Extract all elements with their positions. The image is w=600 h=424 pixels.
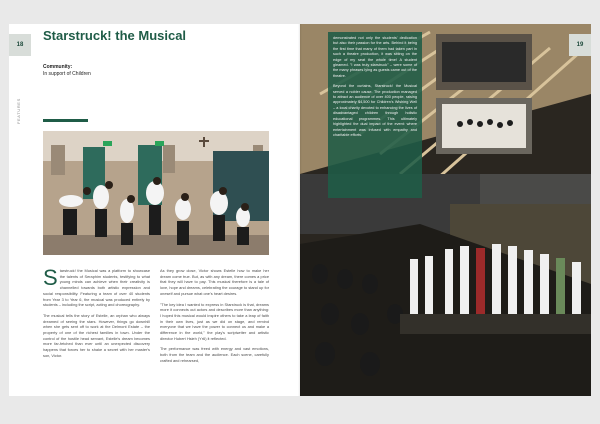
- body-paragraph-2: The musical tells the story of Estelle, an orphan who always dreamed of seeing the stars. However, things go downhill when she gets sent off to work at the Delmont Estate – the property of one of the richest families in town. Under the control of the hostile head servant, Estelle's dream becomes more far-fetched than ever until an unexpected discovery happens that forces her to shake a secret with her master's son, Victor.: [43, 312, 150, 358]
- drop-cap: S: [43, 265, 58, 290]
- category-label: Community:: [43, 64, 73, 70]
- article-title: Starstruck! the Musical: [43, 28, 187, 43]
- page-number-right: 19: [569, 34, 591, 56]
- body-column-2: [160, 268, 269, 369]
- page-number-left: 18: [9, 34, 31, 56]
- left-page: [9, 24, 300, 396]
- accent-rule: [43, 119, 88, 122]
- book-gutter: [298, 24, 302, 396]
- dance-rehearsal-photo: [43, 131, 269, 255]
- overlay-paragraph-1: demonstrated not only the students' dedication but also their passion for the arts. Behind it being the first time that many of them had taken part in such a theatre production, it was sitting on the edge of my seat the whole time! A student gleamed. "I was truly starstruck" – were some of the many phrases lying as guests came out of the theatre.: [333, 36, 417, 78]
- category-sublabel: In support of Children: [43, 71, 91, 77]
- overlay-paragraph-2: Beyond the curtains, Starstruck! the Musical served a nobler cause. The production managed to attract an audience of over 400 people, raising approximately $4,500 for Children's Wishing Well – a local charity devoted to enhancing the lives of disadvantaged children through holistic educational programmes. This ultimately highlighted the dual impact of the event: where entertainment was infused with empathy and charitable efforts.: [333, 84, 417, 137]
- side-section-label: FEATURES: [16, 98, 21, 124]
- body-paragraph-5: The performance was freed with energy and vast emotions, both from the team and the audience. Each scene, carefully crafted and rehearsed,: [160, 346, 269, 363]
- body-column-1: [43, 265, 150, 364]
- body-paragraph-3: As they grow close, Victor shows Estelle how to make her dream come true. But, as with any dream, there comes a price that they will have to pay. This musical therefore is a tale of love, hope and dreams, celebrating the courage to stand up for oneself and pursue what one's heart desires.: [160, 268, 269, 296]
- magazine-spread: [9, 24, 591, 396]
- right-page: [300, 24, 591, 396]
- body-paragraph-1: tarstruck! the Musical was a platform to showcase the talents of Seraphim students, testifying to what young minds can achieve when their creativity is channelled towards both artistic expression and social responsibility. Featuring a team of over 40 students from Year 3 to Year 6, the musical was produced entirely by students – including the script, acting and choreography.: [43, 268, 150, 308]
- text-overlay-box: [328, 32, 422, 198]
- body-paragraph-4: "The key idea I wanted to express in Starstruck is that, dreams more it connects out actors and describes more than anything: I hoped this musical would inspire others to take a leap of faith in their own lives, just as we did on stage, and remind everyone that we have the power to connect us and make a difference in the world," the play's scriptwriter and artistic director Hubert Hsieh (Yr6) it reflected.: [160, 301, 269, 341]
